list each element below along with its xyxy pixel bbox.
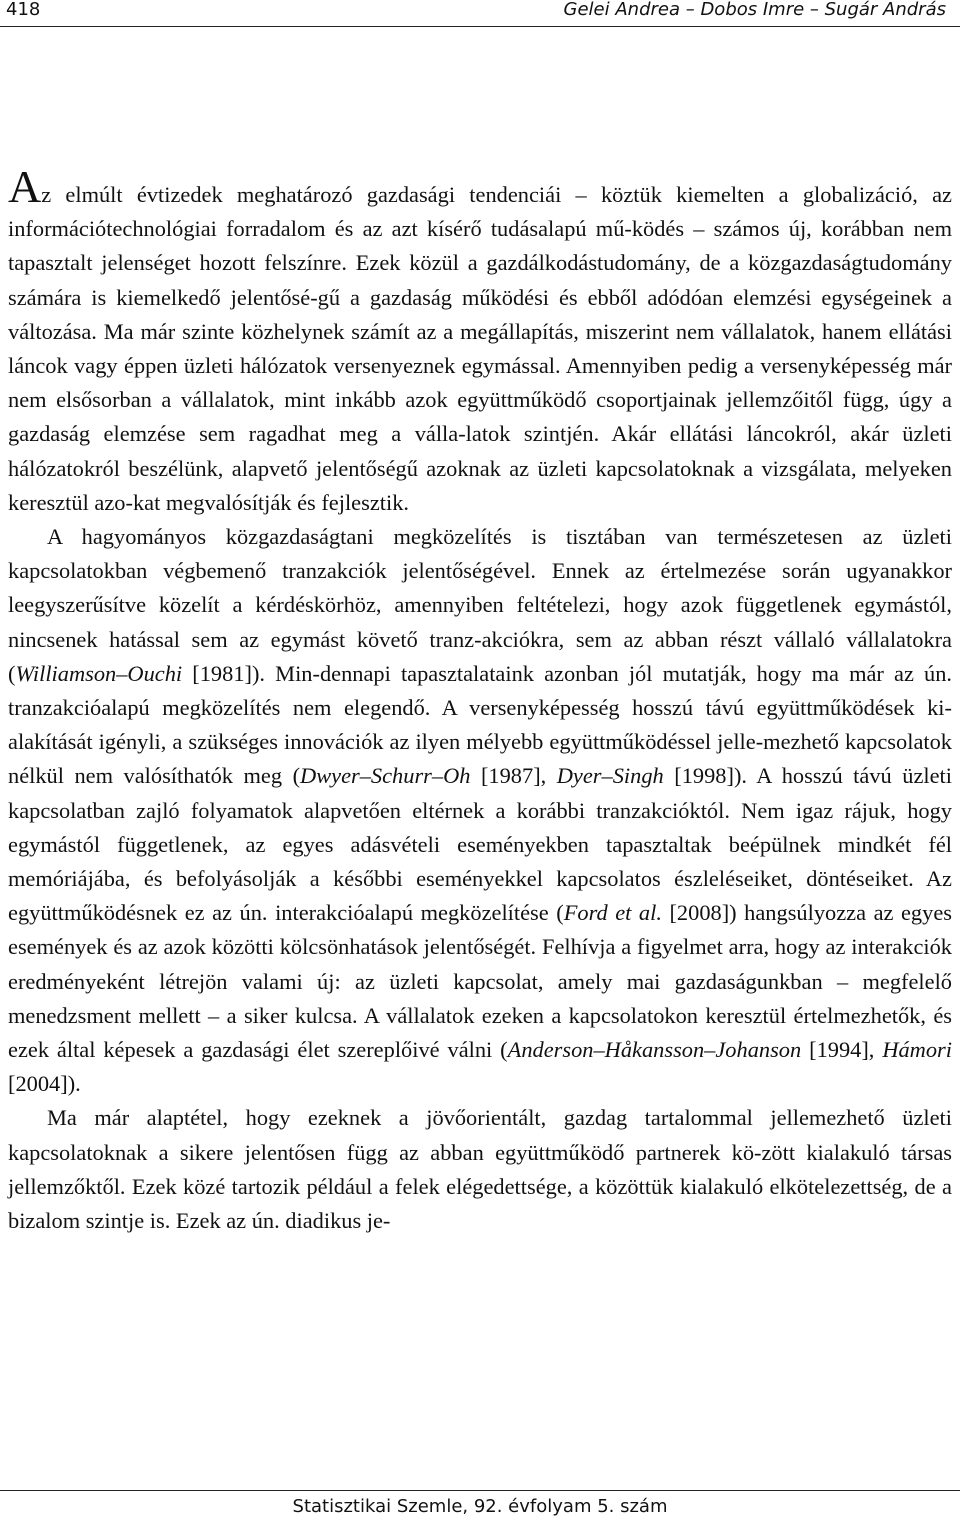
citation-author: Anderson–Håkansson–Johanson bbox=[507, 1037, 802, 1063]
citation-author: Hámori bbox=[882, 1037, 952, 1063]
citation-author: Ford et al. bbox=[563, 900, 662, 926]
paragraph bbox=[8, 520, 952, 1101]
header-rule bbox=[0, 26, 960, 27]
text-segment: [1998]). A hosszú távú üzleti kapcsolatban zajló folyamatok alapvetően eltérnek a korábbi tranzakcióktól. Nem igaz rájuk, hogy egymástól függetlenek, az egyes adásvételi eseményekben tapasztaltak beépülnek mindkét fél memóriájába, és befolyásolják a későbbi eseményekkel kapcsolatos észleléseiket, döntéseiket. Az együttműködésnek ez az ún. interakcióalapú megközelítése ( bbox=[8, 763, 952, 926]
paragraph bbox=[8, 161, 952, 520]
text-segment: [1981]). Min-dennapi tapasztalataink azonban jól mutatják, hogy ma már az ún. tranzakcióalapú megközelítés nem elegendő. A versenyképesség hosszú távú együttműködések ki-alakítását igényli, a szükséges innovációk az ilyen mélyebb együttműködéssel jelle-mezhető kapcsolatok nélkül nem valósíthatók meg ( bbox=[8, 660, 952, 789]
text-segment: A hagyományos közgazdaságtani megközelítés is tisztában van természetesen az üzleti kapcsolatokban végbemenő tranzakciók jelentőségével. Ennek az értelmezése során ugyanakkor leegyszerűsítve közelít a kérdéskörhöz, amennyiben feltételezi, hogy azok függetlenek egymástól, nincsenek hatással sem az egymást követő tranz-akciókra, sem az abban részt vállaló vállalatokra ( bbox=[8, 524, 952, 686]
page-number: 418 bbox=[6, 0, 41, 20]
running-head-authors: Gelei Andrea – Dobos Imre – Sugár András bbox=[563, 0, 946, 20]
paragraph bbox=[8, 1101, 952, 1238]
text-segment: z elmúlt évtizedek meghatározó gazdasági tendenciái – köztük kiemelten a globalizáció, az információtechnológiai forradalom és az azt kísérő tudásalapú mű-ködés – számos új, korábban nem tapasztalt jelenséget hozott felszínre. Ezek közül a gazdálkodástudomány, de a közgazdaságtudomány számára is kiemelkedő jelentősé-gű a gazdaság működési és ebből adódóan elemzési egységeinek a változása. Ma már szinte közhelynek számít az a megállapítás, miszerint nem vállalatok, hanem ellátási láncok vagy éppen üzleti hálózatok versenyeznek egymással. Amennyiben pedig a versenyképesség már nem elsősorban a vállalatok, mint inkább azok együttműködő csoportjainak jellemzőitől függ, úgy a gazdaság elemzése sem ragadhat meg a válla-latok szintjén. Akár ellátási láncokról, akár üzleti hálózatokról beszélünk, alapvető jelentőségű azoknak az üzleti kapcsolatoknak a vizsgálata, melyeken keresztül azo-kat megvalósítják és fejlesztik. bbox=[8, 182, 952, 515]
text-segment: [1994], bbox=[801, 1037, 883, 1063]
text-segment: Ma már alaptétel, hogy ezeknek a jövőorientált, gazdag tartalommal jellemezhető üzleti kapcsolatoknak a sikere jelentősen függ az abban együttműködő partnerek kö-zött kialakuló társas jellemzőktől. Ezek közé tartozik például a felek elégedettsége, a közöttük kialakuló elkötelezettség, de a bizalom szintje is. Ezek az ún. diadikus je- bbox=[8, 1105, 952, 1234]
text-segment: [2008]) hangsúlyozza az egyes események és az azok közötti kölcsönhatások jelentőségét. Felhívja a figyelmet arra, hogy az interakciók eredményeként létrejön valami új: az üzleti kapcsolat, amely mai gazdaságunkban – megfelelő menedzsment mellett – a siker kulcsa. A vállalatok ezeken a kapcsolatokon keresztül értelmezhetők, és ezek által képesek a gazdasági élet szereplőivé válni ( bbox=[8, 900, 952, 1063]
page-footer: Statisztikai Szemle, 92. évfolyam 5. szám bbox=[292, 1496, 668, 1517]
citation-author: Dwyer–Schurr–Oh bbox=[300, 763, 471, 789]
article-body bbox=[8, 161, 952, 1238]
text-segment: [2004]). bbox=[8, 1071, 81, 1097]
citation-author: Dyer–Singh bbox=[556, 763, 664, 789]
drop-cap: A bbox=[8, 161, 42, 212]
citation-author: Williamson–Ouchi bbox=[15, 660, 183, 686]
footer-rule bbox=[0, 1490, 960, 1491]
text-segment: [1987], bbox=[470, 763, 557, 789]
page-header bbox=[0, 0, 960, 22]
